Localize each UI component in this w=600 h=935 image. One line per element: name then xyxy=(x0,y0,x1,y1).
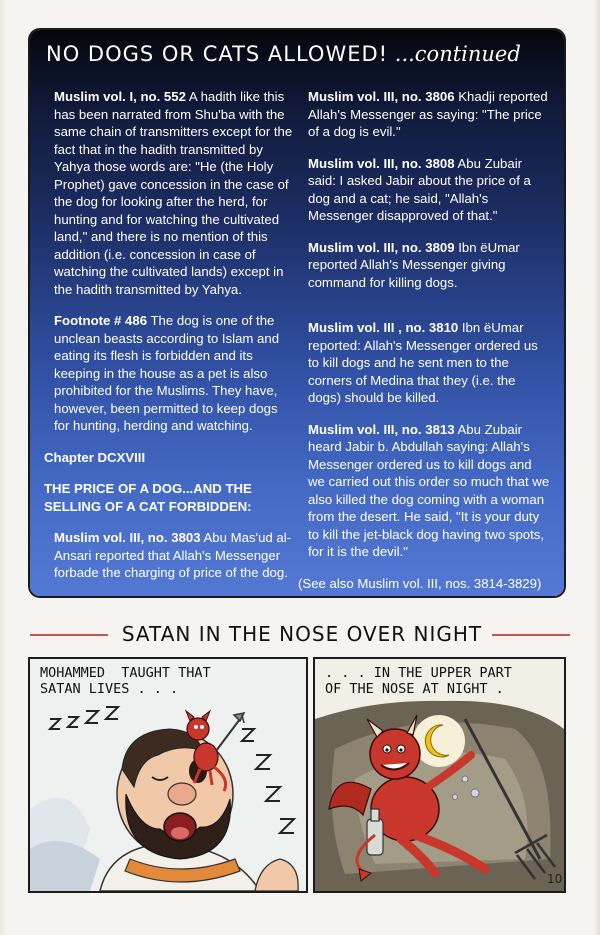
hadith-3806 xyxy=(298,88,550,141)
reference: Muslim vol. III , no. 3810 xyxy=(308,320,459,335)
right-column xyxy=(298,88,550,606)
comic-panel-2 xyxy=(313,657,566,893)
chapter-heading: THE PRICE OF A DOG...AND THE SELLING OF A CAT FORBIDDEN: xyxy=(44,481,252,514)
hadith-text: A hadith like this has been narrated from Shu'ba with the same chain of transmitters except for the fact that in the hadith transmitted by Yahya those words are: "He (the Holy Prophet) gave concession in the case of the dog for looking after the herd, for hunting and for watching the cultivated land," and there is no mention of this addition (i.e. concession in case of watching the cultivated lands) except in the hadith transmitted by Yahya. xyxy=(54,89,293,297)
hadith-text: Abu Mas'ud al-Ansari reported that Allah's Messenger forbade the charging of price of the dog. xyxy=(54,530,292,580)
hadith-text: Khadji reported Allah's Messenger as saying: "The price of a dog is evil." xyxy=(308,89,548,139)
hadith-text: Abu Zubair said: I asked Jabir about the price of a dog and a cat; he said, "Allah's Messenger disapproved of that." xyxy=(308,155,531,223)
title-main: NO DOGS OR CATS ALLOWED! xyxy=(46,42,389,66)
footnote-text: The dog is one of the unclean beasts according to Islam and eating its flesh is forbidden and its keeping in the house as a pet is also prohibited for the Muslims. They have, however, been permitted to keep dogs for hunting, herding and watching. xyxy=(54,313,280,433)
page-number: 10 xyxy=(547,872,563,886)
page-title xyxy=(46,42,556,66)
hadith-text: Ibn ëUmar reported Allah's Messenger giving command for killing dogs. xyxy=(308,239,520,290)
see-also-note: (See also Muslim vol. III, nos. 3814-3829) xyxy=(298,575,542,591)
reference: Muslim vol. III, no. 3813 xyxy=(308,421,455,437)
footnote-486 xyxy=(44,312,294,435)
hadith-3810 xyxy=(298,319,550,407)
text-panel xyxy=(30,30,564,596)
comic-panel-1 xyxy=(28,657,308,893)
panel-2-caption: . . . IN THE UPPER PART OF THE NOSE AT NIGHT . xyxy=(325,665,512,697)
reference: Muslim vol. III, no. 3803 xyxy=(54,530,201,545)
reference: Muslim vol. I, no. 552 xyxy=(54,89,186,104)
reference: Muslim vol. III, no. 3808 xyxy=(308,155,455,171)
hadith-3808 xyxy=(298,155,550,225)
reference: Muslim vol. III, no. 3806 xyxy=(308,89,455,104)
comic-section-header xyxy=(30,620,570,650)
reference: Muslim vol. III, no. 3809 xyxy=(308,239,455,255)
panel-1-caption: MOHAMMED TAUGHT THAT SATAN LIVES . . . xyxy=(40,665,211,697)
hadith-552 xyxy=(44,88,294,298)
chapter-label: Chapter DCXVIII xyxy=(44,449,146,465)
left-column xyxy=(44,88,294,596)
comic-section-title: SATAN IN THE NOSE OVER NIGHT xyxy=(121,622,483,646)
hadith-3813 xyxy=(298,421,550,561)
title-continued: ...continued xyxy=(388,42,521,66)
hadith-3803 xyxy=(44,529,294,582)
hadith-text: Abu Zubair heard Jabir b. Abdullah saying: Allah's Messenger ordered us to kill dogs and we carried out this order so much that we also killed the dog coming with a woman from the desert. He said, "It is your duty to kill the jet-black dog having two spots, for it is the devil." xyxy=(308,421,550,559)
title-rule-right xyxy=(492,634,570,636)
title-rule-left xyxy=(30,634,108,636)
reference: Footnote # 486 xyxy=(54,313,148,328)
hadith-3809 xyxy=(298,239,550,292)
hadith-text: Ibn ëUmar reported: Allah's Messenger ordered us to kill dogs and he sent men to the corners of Medina that they (i.e. the dogs) should be killed. xyxy=(308,320,538,405)
